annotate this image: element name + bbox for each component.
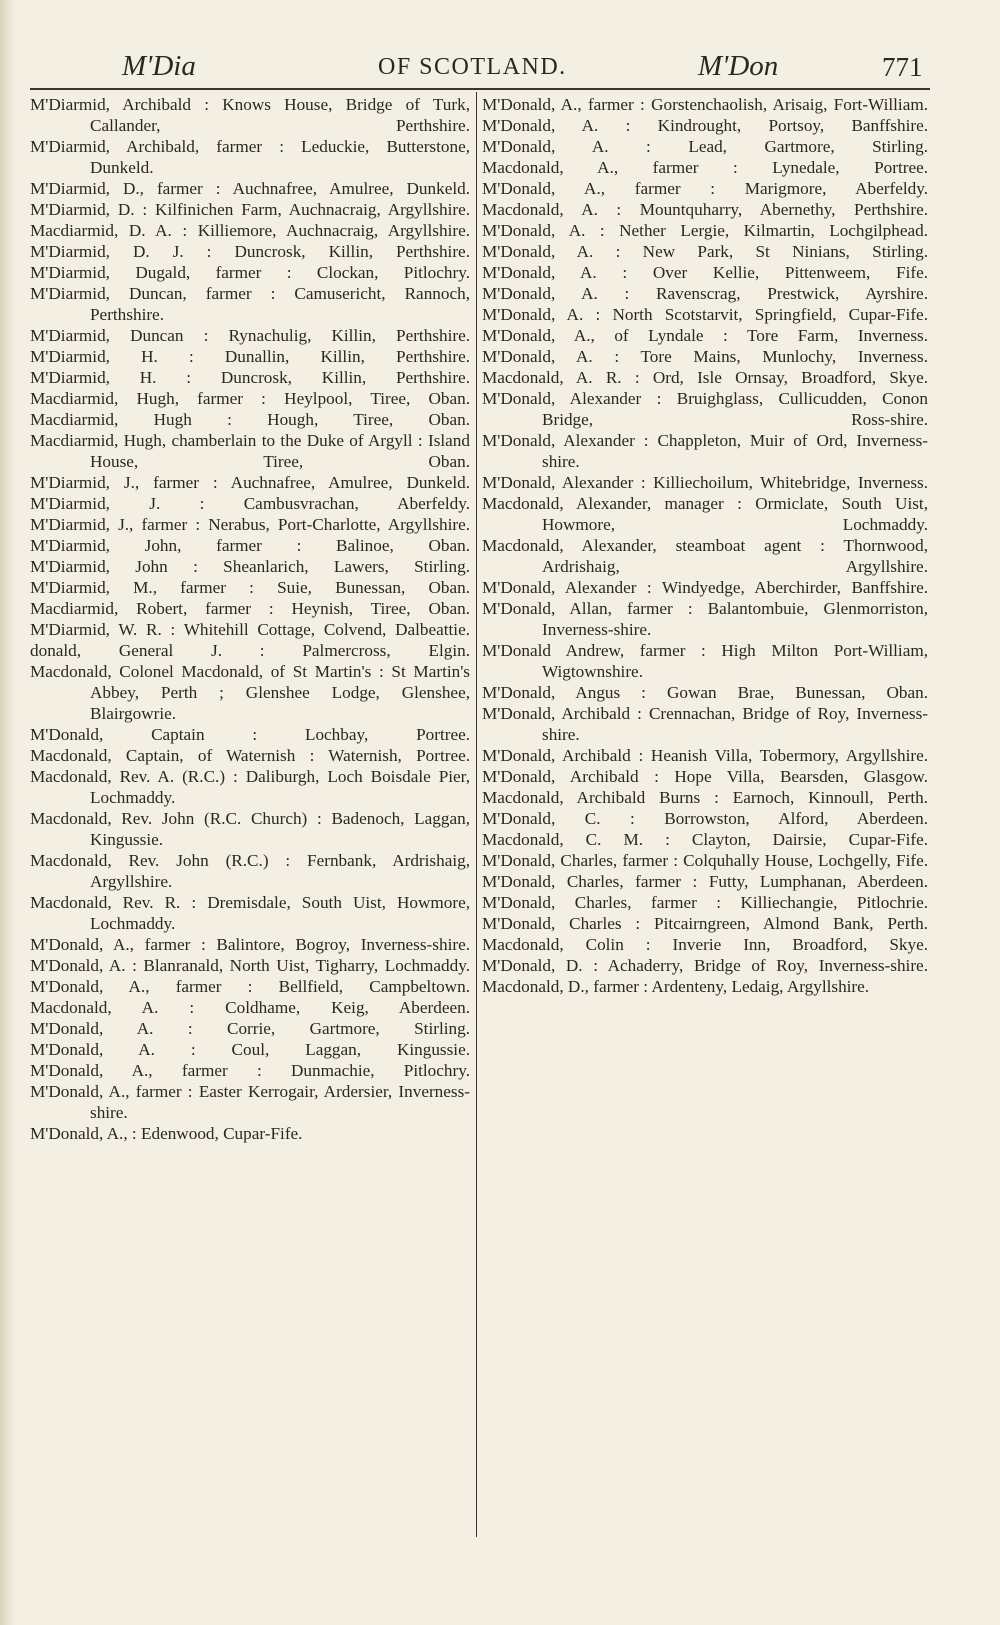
directory-entry: Macdonald, Alexander, manager : Ormiclate, South Uist, Howmore, Lochmaddy.: [482, 494, 928, 534]
directory-entry: Macdonald, Rev. John (R.C.) : Fernbank, Ardrishaig, Argyllshire.: [30, 851, 470, 891]
directory-entry: M'Diarmid, H. : Duncrosk, Killin, Perthshire.: [30, 368, 470, 387]
header-right-guide-word: M'Don: [698, 50, 779, 82]
directory-entry: M'Donald, D. : Achaderry, Bridge of Roy, Inverness-shire.: [482, 956, 928, 975]
directory-entry: M'Diarmid, D. : Kilfinichen Farm, Auchnacraig, Argyllshire.: [30, 200, 470, 219]
directory-entry: M'Donald, Charles, farmer : Futty, Lumphanan, Aberdeen.: [482, 872, 928, 891]
directory-entry: Macdonald, Colin : Inverie Inn, Broadford, Skye.: [482, 935, 928, 954]
directory-entry: Macdonald, A. : Mountquharry, Abernethy, Perthshire.: [482, 200, 928, 219]
directory-entry: M'Donald, A. : Coul, Laggan, Kingussie.: [30, 1040, 470, 1059]
directory-entry: M'Donald, A. : Lead, Gartmore, Stirling.: [482, 137, 928, 156]
directory-entry: M'Donald, Alexander : Chappleton, Muir of Ord, Inverness-shire.: [482, 431, 928, 471]
page-binding-edge: [0, 0, 16, 1625]
directory-entry: Macdiarmid, Robert, farmer : Heynish, Tiree, Oban.: [30, 599, 470, 618]
left-column: [30, 94, 470, 1144]
directory-entry: M'Donald, A., farmer : Easter Kerrogair, Ardersier, Inverness-shire.: [30, 1082, 470, 1122]
right-column: [482, 94, 928, 997]
directory-entry: M'Donald, Charles, farmer : Colquhally House, Lochgelly, Fife.: [482, 851, 928, 870]
directory-entry: M'Donald, Angus : Gowan Brae, Bunessan, Oban.: [482, 683, 928, 702]
directory-entry: Macdonald, A. R. : Ord, Isle Ornsay, Broadford, Skye.: [482, 368, 928, 387]
directory-entry: M'Donald, A. : Over Kellie, Pittenweem, Fife.: [482, 263, 928, 282]
header-left-guide-word: M'Dia: [122, 50, 196, 82]
directory-entry: M'Donald, A. : Kindrought, Portsoy, Banffshire.: [482, 116, 928, 135]
directory-entry: M'Donald, Alexander : Bruighglass, Cullicudden, Conon Bridge, Ross-shire.: [482, 389, 928, 429]
directory-entry: M'Diarmid, Duncan : Rynachulig, Killin, Perthshire.: [30, 326, 470, 345]
directory-entry: M'Donald, A. : Tore Mains, Munlochy, Inverness.: [482, 347, 928, 366]
directory-entry: M'Donald, A. : North Scotstarvit, Springfield, Cupar-Fife.: [482, 305, 928, 324]
directory-entry: M'Diarmid, John, farmer : Balinoe, Oban.: [30, 536, 470, 555]
directory-entry: M'Donald, A. : New Park, St Ninians, Stirling.: [482, 242, 928, 261]
directory-entry: M'Donald, Captain : Lochbay, Portree.: [30, 725, 470, 744]
directory-entry: M'Donald Andrew, farmer : High Milton Port-William, Wigtownshire.: [482, 641, 928, 681]
directory-entry: M'Donald, A. : Corrie, Gartmore, Stirling.: [30, 1019, 470, 1038]
directory-entry: M'Donald, A. : Blanranald, North Uist, Tigharry, Lochmaddy.: [30, 956, 470, 975]
directory-entry: M'Diarmid, H. : Dunallin, Killin, Perthshire.: [30, 347, 470, 366]
directory-entry: Macdonald, Alexander, steamboat agent : Thornwood, Ardrishaig, Argyllshire.: [482, 536, 928, 576]
page-number: 771: [882, 52, 923, 82]
directory-entry: Macdonald, Rev. R. : Dremisdale, South Uist, Howmore, Lochmaddy.: [30, 893, 470, 933]
directory-entry: M'Diarmid, J., farmer : Auchnafree, Amulree, Dunkeld.: [30, 473, 470, 492]
directory-entry: Macdiarmid, Hugh, chamberlain to the Duke of Argyll : Island House, Tiree, Oban.: [30, 431, 470, 471]
directory-entry: M'Donald, Archibald : Heanish Villa, Tobermory, Argyllshire.: [482, 746, 928, 765]
directory-entry: M'Diarmid, Dugald, farmer : Clockan, Pitlochry.: [30, 263, 470, 282]
directory-entry: M'Donald, Charles : Pitcairngreen, Almond Bank, Perth.: [482, 914, 928, 933]
directory-entry: Macdonald, A., farmer : Lynedale, Portree.: [482, 158, 928, 177]
directory-entry: M'Donald, A., : Edenwood, Cupar-Fife.: [30, 1124, 303, 1143]
directory-entry: M'Donald, C. : Borrowston, Alford, Aberdeen.: [482, 809, 928, 828]
directory-entry: M'Donald, A., farmer : Bellfield, Campbeltown.: [30, 977, 470, 996]
directory-entry: M'Donald, Alexander : Windyedge, Aberchirder, Banffshire.: [482, 578, 928, 597]
directory-entry: M'Donald, A., farmer : Gorstenchaolish, Arisaig, Fort-William.: [482, 95, 928, 114]
running-header: [30, 50, 930, 90]
directory-entry: M'Donald, Archibald : Crennachan, Bridge of Roy, Inverness-shire.: [482, 704, 928, 744]
directory-entry: Macdonald, C. M. : Clayton, Dairsie, Cupar-Fife.: [482, 830, 928, 849]
directory-entry: M'Diarmid, D. J. : Duncrosk, Killin, Perthshire.: [30, 242, 470, 261]
directory-entry: M'Donald, Archibald : Hope Villa, Bearsden, Glasgow.: [482, 767, 928, 786]
directory-entry: M'Donald, A., of Lyndale : Tore Farm, Inverness.: [482, 326, 928, 345]
header-rule: [30, 88, 930, 90]
directory-entry: M'Diarmid, M., farmer : Suie, Bunessan, Oban.: [30, 578, 470, 597]
directory-entry: M'Donald, A., farmer : Dunmachie, Pitlochry.: [30, 1061, 470, 1080]
directory-entry: Macdonald, D., farmer : Ardenteny, Ledaig, Argyllshire.: [482, 977, 870, 996]
directory-entry: Macdiarmid, Hugh, farmer : Heylpool, Tiree, Oban.: [30, 389, 470, 408]
directory-entry: M'Diarmid, Archibald : Knows House, Bridge of Turk, Callander, Perthshire.: [30, 95, 470, 135]
directory-entry: M'Donald, Allan, farmer : Balantombuie, Glenmorriston, Inverness-shire.: [482, 599, 928, 639]
column-divider: [476, 92, 477, 1537]
directory-entry: Macdonald, Rev. John (R.C. Church) : Badenoch, Laggan, Kingussie.: [30, 809, 470, 849]
directory-entry: M'Diarmid, D., farmer : Auchnafree, Amulree, Dunkeld.: [30, 179, 470, 198]
directory-entry: M'Diarmid, Archibald, farmer : Leduckie, Butterstone, Dunkeld.: [30, 137, 470, 177]
directory-entry: Macdonald, A. : Coldhame, Keig, Aberdeen.: [30, 998, 470, 1017]
directory-entry: M'Diarmid, Duncan, farmer : Camusericht, Rannoch, Perthshire.: [30, 284, 470, 324]
directory-entry: Macdonald, Captain, of Waternish : Waternish, Portree.: [30, 746, 470, 765]
directory-entry: M'Diarmid, J. : Cambusvrachan, Aberfeldy.: [30, 494, 470, 513]
header-title: OF SCOTLAND.: [378, 54, 567, 80]
directory-entry: Macdonald, Archibald Burns : Earnoch, Kinnoull, Perth.: [482, 788, 928, 807]
directory-entry: Macdonald, Rev. A. (R.C.) : Daliburgh, Loch Boisdale Pier, Lochmaddy.: [30, 767, 470, 807]
directory-entry: Macdiarmid, Hugh : Hough, Tiree, Oban.: [30, 410, 470, 429]
directory-entry: M'Donald, Charles, farmer : Killiechangie, Pitlochrie.: [482, 893, 928, 912]
directory-entry: Macdiarmid, D. A. : Killiemore, Auchnacraig, Argyllshire.: [30, 221, 470, 240]
directory-entry: donald, General J. : Palmercross, Elgin.: [30, 641, 470, 660]
directory-entry: M'Diarmid, J., farmer : Nerabus, Port-Charlotte, Argyllshire.: [30, 515, 470, 534]
directory-entry: M'Donald, Alexander : Killiechoilum, Whitebridge, Inverness.: [482, 473, 928, 492]
directory-entry: Macdonald, Colonel Macdonald, of St Martin's : St Martin's Abbey, Perth ; Glenshee Lodge, Glenshee, Blairgowrie.: [30, 662, 470, 723]
directory-entry: M'Diarmid, W. R. : Whitehill Cottage, Colvend, Dalbeattie.: [30, 620, 470, 639]
directory-entry: M'Donald, A., farmer : Marigmore, Aberfeldy.: [482, 179, 928, 198]
directory-entry: M'Donald, A. : Ravenscrag, Prestwick, Ayrshire.: [482, 284, 928, 303]
directory-entry: M'Donald, A. : Nether Lergie, Kilmartin, Lochgilphead.: [482, 221, 928, 240]
directory-entry: M'Diarmid, John : Sheanlarich, Lawers, Stirling.: [30, 557, 470, 576]
directory-entry: M'Donald, A., farmer : Balintore, Bogroy, Inverness-shire.: [30, 935, 470, 954]
